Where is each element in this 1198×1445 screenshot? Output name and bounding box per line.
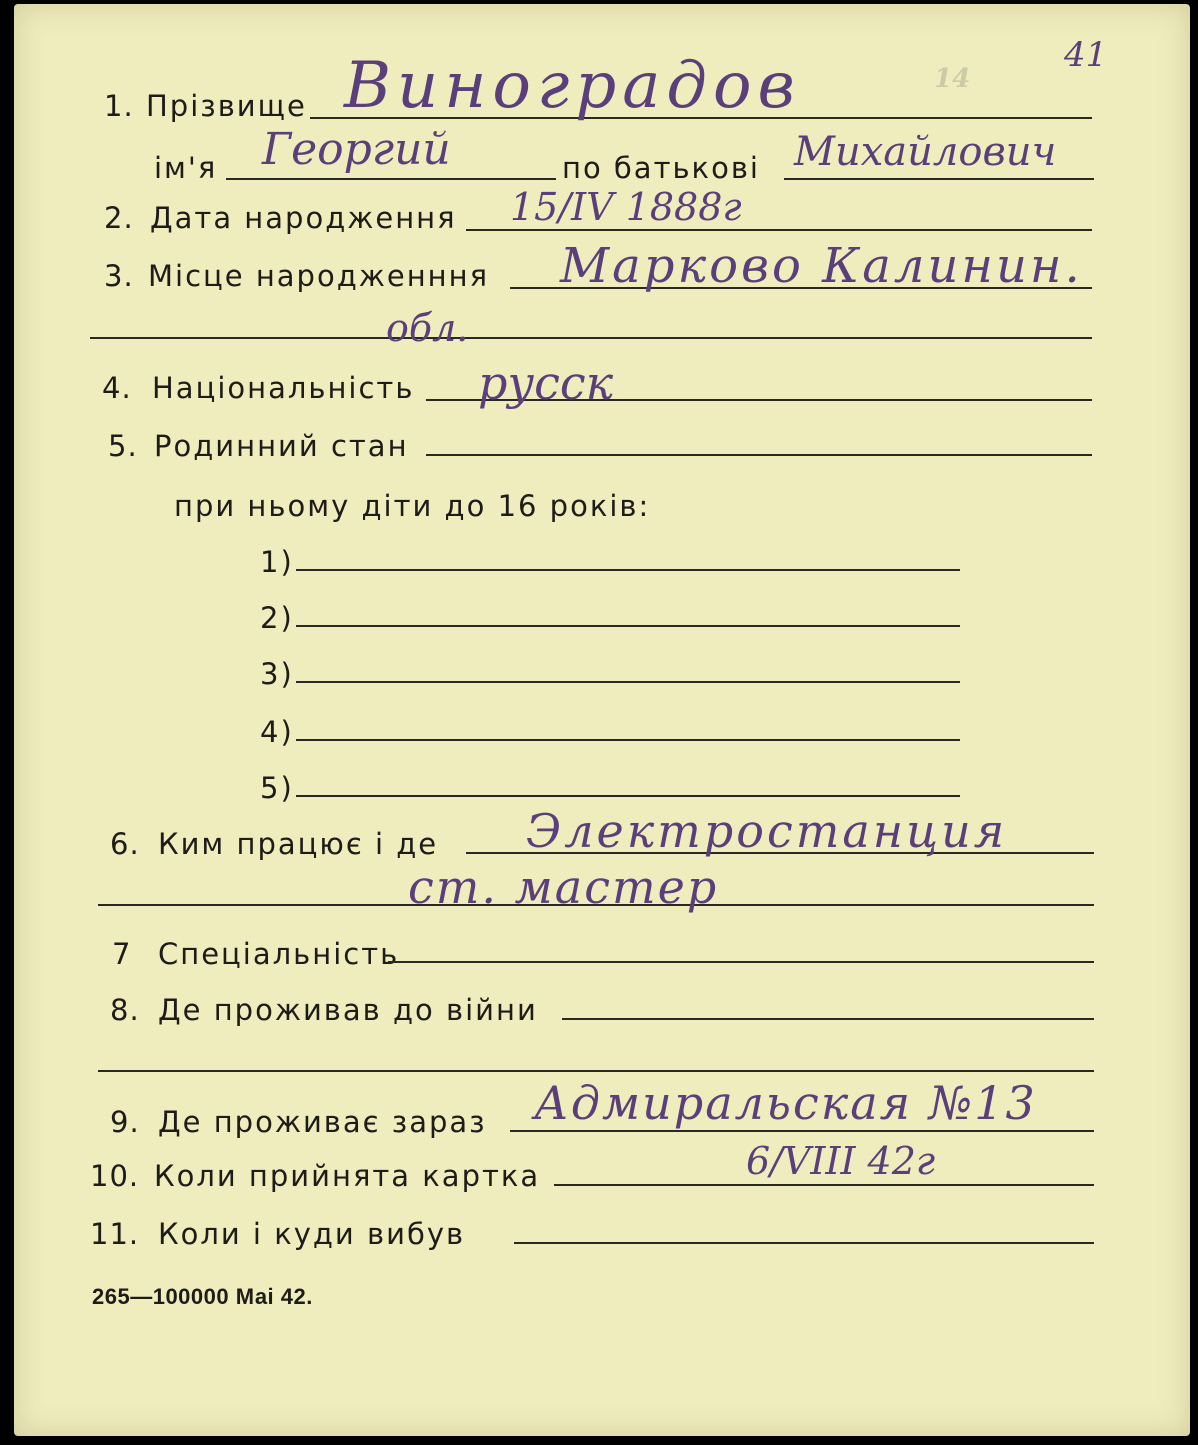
field-patronymic-label: по батькові — [562, 151, 760, 185]
field-8-number: 8. — [110, 993, 140, 1027]
child-1-line — [296, 569, 960, 571]
field-2-number: 2. — [104, 201, 134, 235]
field-name-line — [226, 178, 556, 180]
faded-stamp-mark: 14 — [934, 64, 971, 94]
print-run-footer: 265—100000 Маі 42. — [92, 1284, 313, 1309]
child-1-label: 1) — [260, 545, 294, 579]
field-birthplace-label: Місце народженння — [148, 259, 490, 293]
field-3-number: 3. — [104, 259, 134, 293]
field-birthdate-value: 15/IV 1888г — [510, 185, 742, 229]
field-surname-value: Виноградов — [344, 49, 801, 123]
child-4-line — [296, 739, 960, 741]
field-departure-line — [514, 1242, 1094, 1244]
field-workplace-label: Ким працює і де — [158, 827, 439, 861]
field-prewar-label: Де проживав до війни — [158, 993, 538, 1027]
field-family-line — [426, 454, 1092, 456]
field-11-number: 11. — [90, 1217, 140, 1251]
field-birthdate-line — [466, 229, 1092, 231]
field-1-number: 1. — [104, 89, 134, 123]
field-workplace-value: Электростанция — [526, 804, 1008, 858]
field-birthplace-value: Марково Калинин. — [560, 238, 1083, 294]
field-birthdate-label: Дата народження — [150, 201, 457, 235]
field-current-address-line — [510, 1130, 1094, 1132]
field-specialty-label: Спеціальність — [158, 937, 400, 971]
field-specialty-line — [388, 961, 1094, 963]
field-surname-label: Прізвище — [146, 89, 307, 123]
child-5-line — [296, 795, 960, 797]
field-patronymic-line — [784, 178, 1094, 180]
field-name-value: Георгий — [262, 124, 451, 175]
field-patronymic-value: Михайлович — [794, 129, 1057, 175]
registration-card — [14, 4, 1190, 1436]
child-3-line — [296, 681, 960, 683]
field-nationality-value: русск — [478, 356, 614, 410]
field-prewar-line — [562, 1018, 1094, 1020]
field-10-number: 10. — [90, 1159, 140, 1193]
field-4-number: 4. — [102, 371, 132, 405]
field-card-date-label: Коли прийнята картка — [154, 1159, 541, 1193]
child-5-label: 5) — [260, 771, 294, 805]
field-card-date-value: 6/VIII 42г — [746, 1139, 936, 1183]
corner-number: 41 — [1064, 35, 1108, 75]
child-2-label: 2) — [260, 601, 294, 635]
field-current-address-value: Адмиральская №13 — [534, 1076, 1037, 1130]
field-9-number: 9. — [110, 1105, 140, 1139]
field-current-address-label: Де проживає зараз — [158, 1105, 487, 1139]
field-card-date-line — [554, 1184, 1094, 1186]
field-birthplace-value-2: обл. — [386, 306, 469, 350]
field-name-label: ім'я — [154, 151, 218, 185]
field-nationality-label: Національність — [152, 371, 415, 405]
field-5-number: 5. — [108, 429, 138, 463]
field-workplace-value-2: ст. мастер — [408, 860, 719, 914]
field-6-number: 6. — [110, 827, 140, 861]
field-7-number: 7 — [112, 937, 132, 971]
field-departure-label: Коли і куди вибув — [158, 1217, 466, 1251]
field-family-label: Родинний стан — [154, 429, 409, 463]
field-prewar-line-2 — [98, 1070, 1094, 1072]
field-children-label: при ньому діти до 16 років: — [174, 489, 651, 523]
field-birthplace-line-2 — [90, 337, 1092, 339]
child-2-line — [296, 625, 960, 627]
child-3-label: 3) — [260, 657, 294, 691]
child-4-label: 4) — [260, 715, 294, 749]
